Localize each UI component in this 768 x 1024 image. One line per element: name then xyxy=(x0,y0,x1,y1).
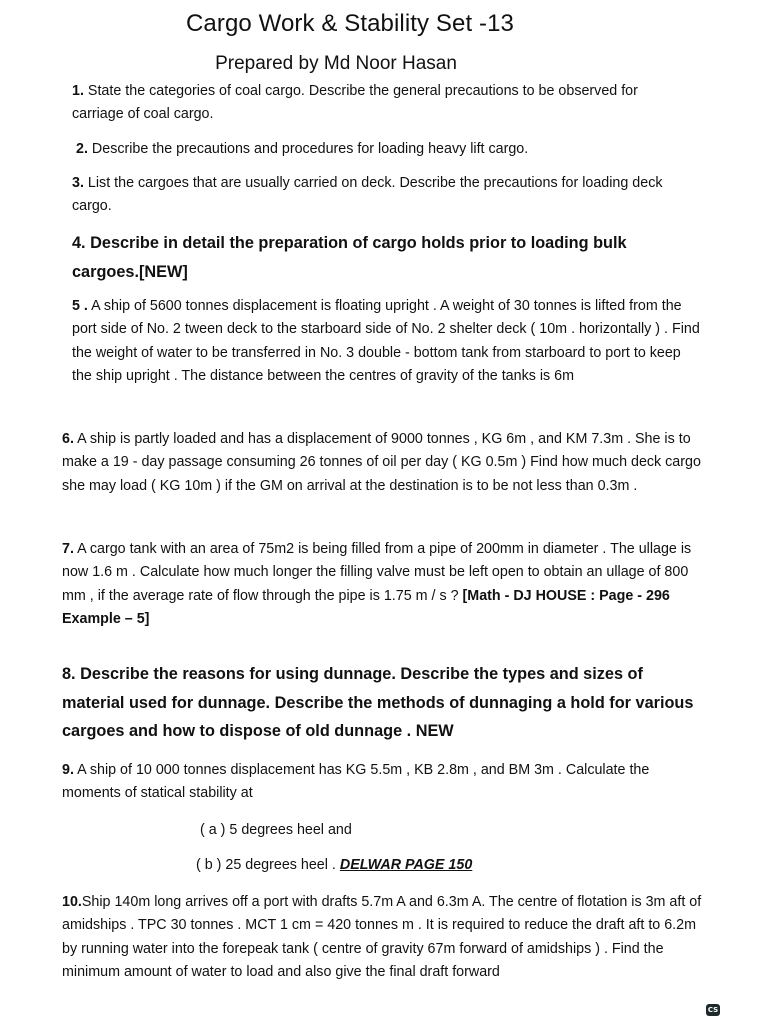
question-reference: [Math - DJ HOUSE : Page - 296 Example – 5] xyxy=(62,587,670,628)
question-5 xyxy=(72,295,700,389)
question-text: Describe the reasons for using dunnage. Describe the types and sizes of material used for dunnage. Describe the methods of dunnaging a hold for various cargoes and how to dispose of old dunnage . NEW xyxy=(62,665,694,740)
question-3 xyxy=(72,172,672,219)
question-6 xyxy=(62,428,710,498)
question-number: 2. xyxy=(76,141,88,157)
question-text: Ship 140m long arrives off a port with drafts 5.7m A and 6.3m A. The centre of flotation is 3m aft of amidships . TPC 30 tonnes . MCT 1 cm = 420 tonnes m . It is required to reduce the draft aft to 6.2m by running water into the forepeak tank ( centre of gravity 67m forward of amidships ) . Find the minimum amount of water to load and also give the final draft forward xyxy=(62,894,702,981)
question-number: 9. xyxy=(62,762,74,778)
question-text: A cargo tank with an area of 75m2 is being filled from a pipe of 200mm in diameter . The ullage is now 1.6 m . Calculate how much longer the filling valve must be left open to obtain an ullage of 800 mm , if the average rate of flow through the pipe is 1.75 m / s ? xyxy=(62,541,692,604)
question-text: Describe the precautions and procedures for loading heavy lift cargo. xyxy=(91,141,529,157)
question-9 xyxy=(62,759,712,806)
question-text: A ship is partly loaded and has a displacement of 9000 tonnes , KG 6m , and KM 7.3m . She is to make a 19 - day passage consuming 26 tonnes of oil per day ( KG 0.5m ) Find how much deck cargo she may load ( KG 10m ) if the GM on arrival at the destination is to be not less than 0.3m . xyxy=(62,431,701,494)
question-number: 7. xyxy=(62,541,74,557)
option-b-text: ( b ) 25 degrees heel . xyxy=(196,857,336,873)
question-9-option-b xyxy=(196,857,472,873)
question-7 xyxy=(62,538,710,632)
question-number: 8. xyxy=(62,665,76,683)
question-10 xyxy=(62,891,712,985)
question-number: 1. xyxy=(72,83,84,99)
camscanner-logo-icon: CS xyxy=(707,1006,719,1014)
question-text: State the categories of coal cargo. Describe the general precautions to be observed for carriage of coal cargo. xyxy=(72,83,638,123)
question-8 xyxy=(62,660,702,746)
question-text: A ship of 10 000 tonnes displacement has KG 5.5m , KB 2.8m , and BM 3m . Calculate the moments of statical stability at xyxy=(62,762,650,802)
question-number: 5 . xyxy=(72,298,88,314)
question-9-option-a: ( a ) 5 degrees heel and xyxy=(200,822,352,838)
question-number: 10. xyxy=(62,894,82,910)
question-text: List the cargoes that are usually carried on deck. Describe the precautions for loading deck cargo. xyxy=(72,175,663,215)
question-2 xyxy=(76,138,686,161)
document-subtitle: Prepared by Md Noor Hasan xyxy=(215,53,457,74)
question-reference: DELWAR PAGE 150 xyxy=(339,857,473,873)
document-title: Cargo Work & Stability Set -13 xyxy=(185,10,515,37)
question-number: 6. xyxy=(62,431,74,447)
question-number: 4. xyxy=(72,234,86,252)
question-text: A ship of 5600 tonnes displacement is floating upright . A weight of 30 tonnes is lifted from the port side of No. 2 tween deck to the starboard side of No. 2 shelter deck ( 10m . horizontally ) . Find the weight of water to be transferred in No. 3 double - bottom tank from starboard to port to keep the ship upright . The distance between the centres of gravity of the tanks is 6m xyxy=(72,298,700,385)
question-1 xyxy=(72,80,682,127)
question-number: 3. xyxy=(72,175,84,191)
question-4 xyxy=(72,229,672,286)
question-text: Describe in detail the preparation of cargo holds prior to loading bulk cargoes.[NEW] xyxy=(72,234,627,281)
